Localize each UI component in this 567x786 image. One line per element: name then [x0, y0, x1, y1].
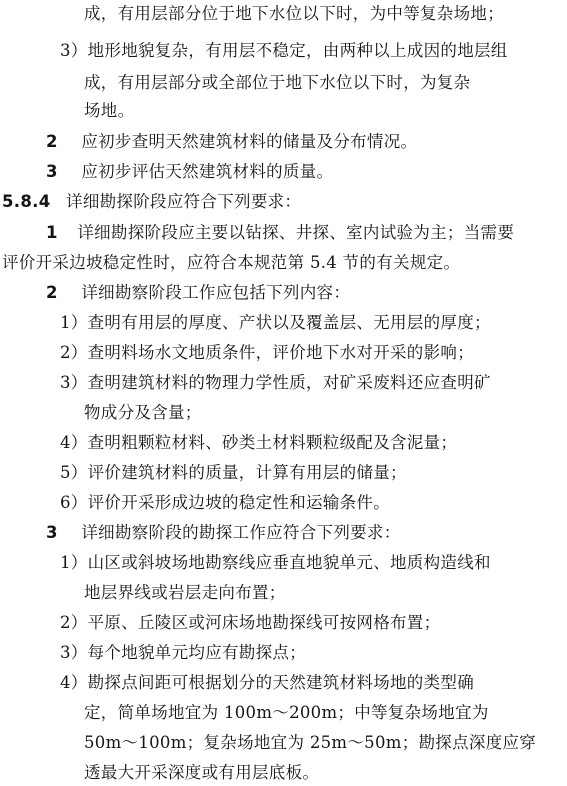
text-line: 2）平原、丘陵区或河床场地勘探线可按网格布置； — [60, 613, 441, 632]
item-text: 详细勘察阶段的勘探工作应符合下列要求： — [81, 523, 401, 542]
text-line: 3）每个地貌单元均应有勘探点； — [60, 643, 306, 662]
text-line: 透最大开采深度或有用层底板。 — [84, 763, 320, 782]
text-line: 3）地形地貌复杂，有用层不稳定，由两种以上成因的地层组 — [60, 41, 508, 60]
text-line: 4）查明粗颗粒材料、砂类土材料颗粒级配及含泥量； — [60, 433, 458, 452]
text-line: 1）山区或斜坡场地勘察线应垂直地貌单元、地质构造线和 — [60, 553, 491, 572]
text-line: 场地。 — [84, 101, 135, 120]
item-3 — [46, 161, 333, 183]
sub-item-3 — [46, 522, 401, 544]
text-line: 5）评价建筑材料的质量，计算有用层的储量； — [60, 463, 407, 482]
text-line: 物成分及含量； — [84, 403, 202, 422]
text-line: 50m～100m；复杂场地宜为 25m～50m；勘探点深度应穿 — [84, 733, 537, 752]
item-number: 2 — [46, 132, 58, 151]
text-line: 1）查明有用层的厚度、产状以及覆盖层、无用层的厚度； — [60, 313, 491, 332]
text-line: 评价开采边坡稳定性时，应符合本规范第 5.4 节的有关规定。 — [2, 253, 461, 272]
item-text: 应初步查明天然建筑材料的储量及分布情况。 — [81, 132, 418, 151]
text-line: 2）查明料场水文地质条件，评价地下水对开采的影响； — [60, 343, 474, 362]
text-line: 4）勘探点间距可根据划分的天然建筑材料场地的类型确 — [60, 673, 474, 692]
item-text: 应初步评估天然建筑材料的质量。 — [81, 162, 334, 181]
text-line: 定，简单场地宜为 100m～200m；中等复杂场地宜为 — [84, 703, 489, 722]
item-2 — [46, 131, 417, 153]
item-number: 3 — [46, 162, 58, 181]
sub-item-2 — [46, 282, 350, 304]
text-line: 成，有用层部分或全部位于地下水位以下时，为复杂 — [84, 73, 471, 92]
item-text: 详细勘察阶段工作应包括下列内容： — [81, 283, 351, 302]
text-line: 6）评价开采形成边坡的稳定性和运输条件。 — [60, 493, 390, 512]
sub-item-1 — [46, 222, 514, 244]
item-number: 2 — [46, 283, 58, 302]
item-number: 3 — [46, 523, 58, 542]
clause-title: 详细勘探阶段应符合下列要求： — [66, 192, 302, 211]
item-text: 详细勘探阶段应主要以钻探、井探、室内试验为主；当需要 — [77, 223, 515, 242]
text-line: 地层界线或岩层走向布置； — [84, 583, 286, 602]
clause-number: 5.8.4 — [2, 192, 51, 211]
text-line: 3）查明建筑材料的物理力学性质，对矿采废料还应查明矿 — [60, 373, 491, 392]
text-line: 成，有用层部分位于地下水位以下时，为中等复杂场地； — [84, 4, 504, 23]
clause-heading — [2, 191, 301, 213]
item-number: 1 — [46, 223, 58, 242]
